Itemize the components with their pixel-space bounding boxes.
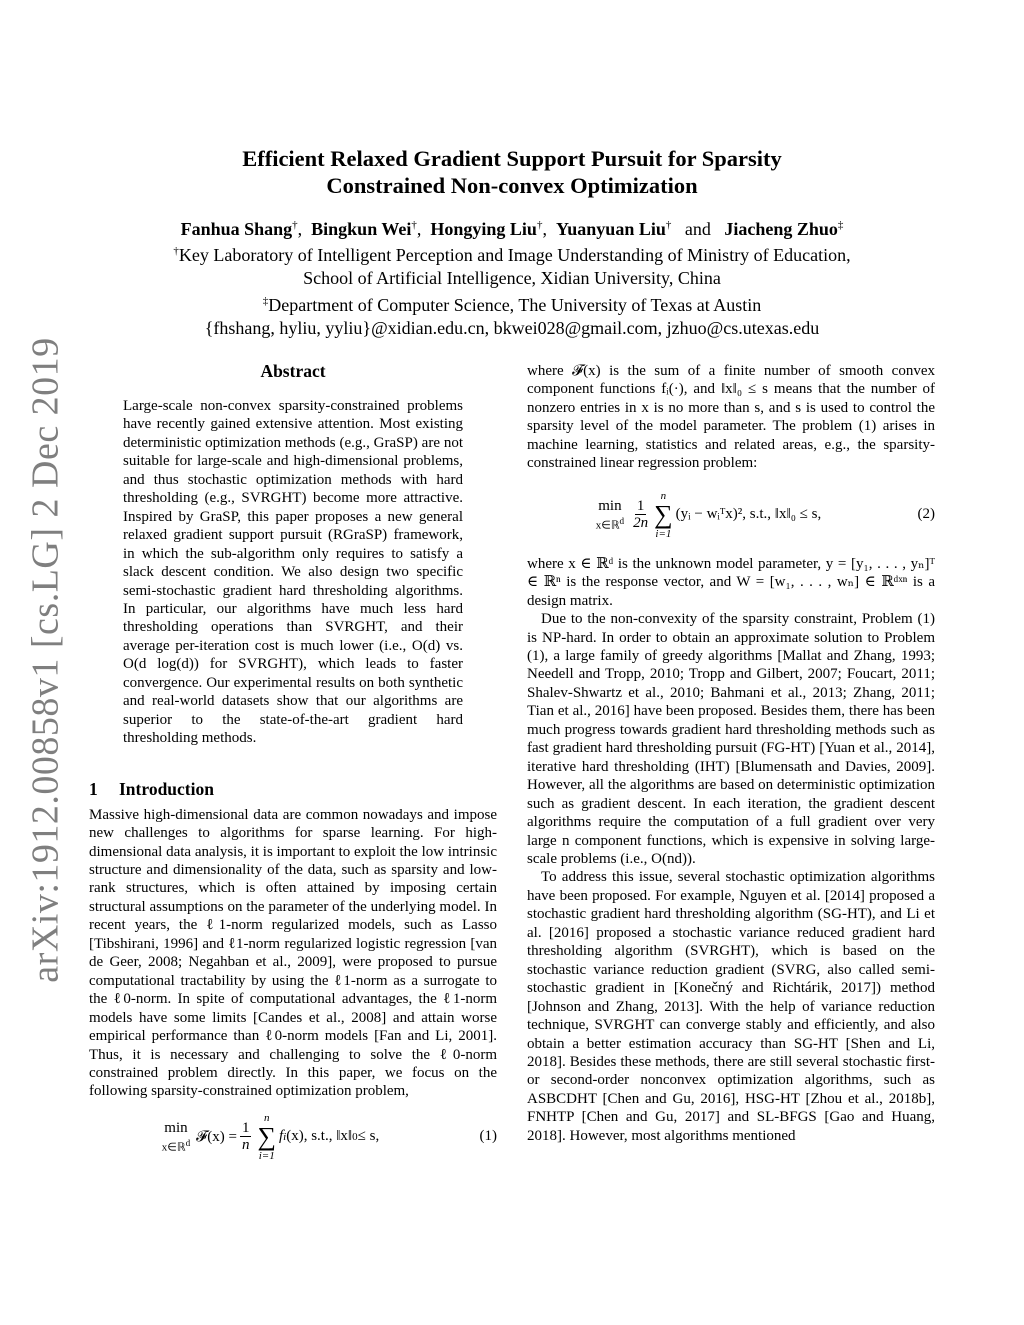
right-column bbox=[527, 362, 935, 1145]
equation-2 bbox=[527, 487, 935, 543]
author-name: Fanhua Shang bbox=[180, 219, 293, 239]
fraction: $\frac{1}{n}$ bbox=[241, 1120, 250, 1154]
author-and: and bbox=[684, 219, 711, 239]
email-line[interactable]: {fhshang, hyliu, yyliu}@xidian.edu.cn, bkwei028@gmail.com, jzhuo@cs.utexas.edu bbox=[204, 318, 820, 338]
equation-lhs: 𝓕(x) = bbox=[196, 1128, 237, 1145]
affiliation-line: School of Artificial Intelligence, Xidian University, China bbox=[303, 268, 721, 288]
summation: n ∑ i=1 bbox=[257, 1111, 276, 1162]
equation-formula: min x∈ℝ$^d$ 𝓕(x) = $\frac{1}{n}$ n ∑ i=1 f i (x), s.t., ‖x‖ 0 ≤ s, bbox=[161, 1111, 380, 1162]
arxiv-stamp bbox=[16, 337, 76, 983]
author-mark: † bbox=[665, 219, 672, 231]
right-paragraph: Due to the non-convexity of the sparsity constraint, Problem (1) is NP-hard. In order to obtain an approximate solution to Problem (1), a large family of greedy algorithms [Mallat and Zhang, 1993; Needell and Tropp, 2010; Tropp and Gilbert, 2007; Foucart, 2011; Shalev-Shwartz et al., 2010; Bahmani et al., 2013; Zhang, 2011; Tian et al., 2016] have been proposed. Besides them, there has been much progress towards gradient hard thresholding methods such as fast gradient hard thresholding pursuit (FG-HT) [Yuan et al., 2014], iterative hard thresholding (IHT) [Blumensath and Davies, 2009]. However, all the algorithms are based on deterministic optimization such as gradient descent. In each iteration, the gradient descent algorithms require the computation of a full gradient over very large n component functions, which is expensive in solving large-scale problems (i.e., O(nd)). bbox=[527, 611, 935, 867]
affil-mark: † bbox=[173, 245, 179, 257]
author-list: Fanhua Shang†, Bingkun Wei†, Hongying Liu†, Yuanyuan Liu† and Jiacheng Zhuo‡ bbox=[180, 219, 844, 239]
author-mark: ‡ bbox=[837, 219, 844, 231]
author-mark: † bbox=[411, 219, 417, 231]
equation-number: (2) bbox=[917, 506, 935, 523]
affiliations bbox=[90, 240, 934, 340]
summation: n ∑ i=1 bbox=[654, 489, 673, 540]
title-line-2: Constrained Non-convex Optimization bbox=[326, 173, 698, 198]
intro-paragraph: Massive high-dimensional data are common nowadays and impose new challenges to algorithms for sparse learning. For high-dimensional data analysis, it is important to exploit the low intrinsic structure and dimensionality of the data, such as sparsity and low-rank structures, which is often attained by imposing certain structural assumptions on the parameter of the underlying model. In recent years, the ℓ1-norm regularized models, such as Lasso [Tibshirani, 1996] and ℓ1-norm regularized logistic regression [van de Geer, 2008; Negahban et al., 2009], were proposed to pursue computational tractability by using the ℓ1-norm as a surrogate to the ℓ0-norm. In spite of computational advantages, the ℓ1-norm models have some limits [Candes et al., 2008] and attain worse empirical performance than ℓ0-norm models [Fan and Li, 2001]. Thus, it is necessary and challenging to solve the ℓ0-norm constrained problem directly. In this paper, we focus on the following sparsity-constrained optimization problem, bbox=[89, 806, 497, 1100]
arxiv-stamp-text[interactable]: arXiv:1912.00858v1 [cs.LG] 2 Dec 2019 bbox=[25, 337, 67, 983]
equation-1 bbox=[89, 1111, 497, 1163]
title-line-1: Efficient Relaxed Gradient Support Pursuit for Sparsity bbox=[242, 146, 782, 171]
right-paragraph: To address this issue, several stochastic optimization algorithms have been proposed. For example, Nguyen et al. [2014] proposed a stochastic gradient hard thresholding algorithm (SG-HT), and Li et al. [2016] proposed a stochastic variance reduced gradient hard thresholding algorithm (SVRGHT), which is based on the stochastic variance reduction gradient (SVRG, also called semi-stochastic gradient in [Konečný and Richtárik, 2017]) method [Johnson and Zhang, 2013]. With the help of variance reduction technique, SVRGHT can converge stably and efficiently, and also obtain a better estimation accuracy than SG-HT [Shen and Li, 2018]. Besides these methods, there are still several stochastic first- or second-order nonconvex optimization algorithms, such as ASBCDHT [Chen and Gu, 2016], HSG-HT [Zhou et al., 2018b], FNHTP [Chen and Gu, 2017] and SL-BFGS [Gao and Huang, 2018]. However, most algorithms mentioned bbox=[527, 869, 935, 1144]
affiliation-line: †Key Laboratory of Intelligent Perception and Image Understanding of Ministry of Education, bbox=[173, 245, 851, 265]
equation-body: (yᵢ − wᵢᵀx)², s.t., ‖x‖₀ ≤ s, bbox=[675, 506, 822, 523]
equation-number: (1) bbox=[479, 1128, 497, 1145]
section-title: Introduction bbox=[119, 778, 214, 799]
min-operator: min x∈ℝ$^d$ bbox=[595, 497, 625, 532]
author-name: Yuanyuan Liu bbox=[555, 219, 666, 239]
right-paragraph: where 𝓕(x) is the sum of a finite number of smooth convex component functions fᵢ(·), and ‖x‖₀ ≤ s means that the number of nonzero entries in x is no more than s, and s is used to control the sparsity level of the model parameter. The problem (1) arises in machine learning, statistics and related areas, e.g., the sparsity-constrained linear regression problem: bbox=[527, 363, 935, 472]
right-paragraph: where x ∈ ℝᵈ is the unknown model parameter, y = [y₁, . . . , yₙ]ᵀ ∈ ℝⁿ is the response vector, and W = [w₁, . . . , wₙ] ∈ ℝᵈˣⁿ is a design matrix. bbox=[527, 555, 935, 609]
affiliation-line: ‡Department of Computer Science, The University of Texas at Austin bbox=[262, 295, 762, 315]
paper-title bbox=[120, 145, 904, 199]
author-name: Hongying Liu bbox=[430, 219, 537, 239]
author-name: Jiacheng Zhuo bbox=[724, 219, 838, 239]
min-operator: min x∈ℝ$^d$ bbox=[161, 1120, 191, 1154]
abstract-body: Large-scale non-convex sparsity-constrained problems have recently gained extensive attention. Most existing deterministic optimization methods (e.g., GraSP) are not suitable for large-scale and high-dimensional problems, and thus stochastic optimization methods with hard thresholding (e.g., SVRGHT) become more attractive. Inspired by GraSP, this paper proposes a new general relaxed gradient support pursuit (RGraSP) framework, in which the sub-algorithm only requires to satisfy a slack descent condition. We also design two specific semi-stochastic gradient hard thresholding algorithms. In particular, our algorithms have much less hard thresholding operations than SVRGHT, and their average per-iteration cost is much lower (i.e., O(d) vs. O(d log(d)) for SVRGHT), which leads to faster convergence. Our experimental results on both synthetic and real-world datasets show that our algorithms are superior to the state-of-the-art gradient hard thresholding methods. bbox=[123, 398, 463, 747]
affil-mark: ‡ bbox=[262, 295, 269, 307]
author-name: Bingkun Wei bbox=[311, 219, 412, 239]
section-number: 1 bbox=[89, 778, 98, 799]
author-mark: † bbox=[536, 219, 543, 231]
abstract-heading: Abstract bbox=[260, 361, 326, 381]
author-mark: † bbox=[292, 219, 298, 231]
left-column bbox=[89, 360, 497, 1173]
section-heading bbox=[89, 778, 497, 800]
equation-formula bbox=[527, 487, 890, 543]
fraction: $\frac{1}{2n}$ bbox=[633, 498, 649, 532]
